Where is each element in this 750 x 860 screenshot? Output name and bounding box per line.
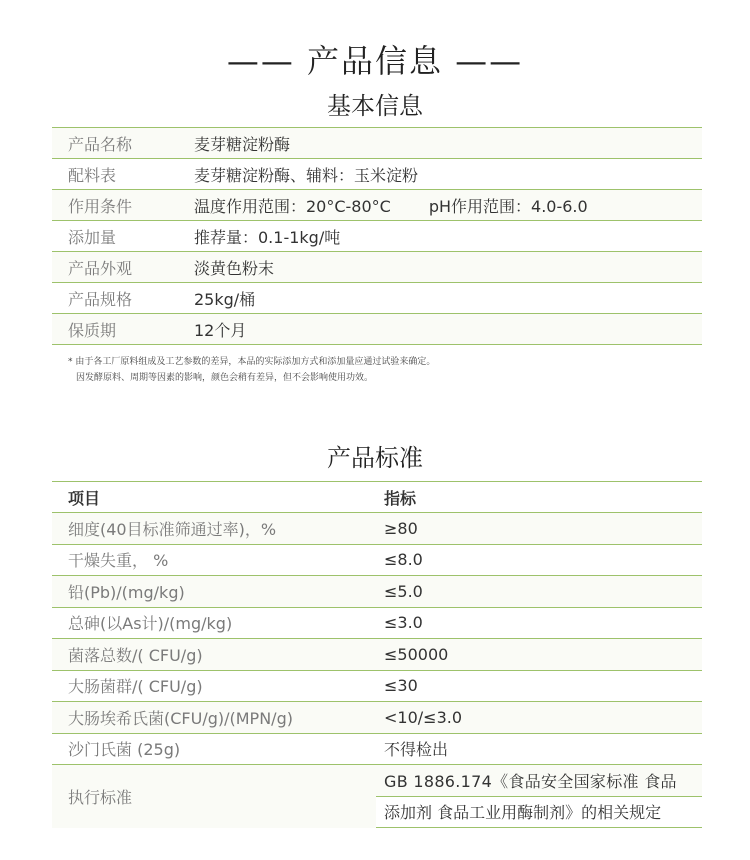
page-title: —— 产品信息 —— [226, 42, 524, 80]
value-cell: 不得检出 [376, 733, 702, 765]
value-cell: <10/≤3.0 [376, 702, 702, 734]
row-label: 产品规格 [52, 283, 194, 314]
row-label: 保质期 [52, 314, 194, 345]
table-row [52, 765, 702, 797]
row-value: 麦芽糖淀粉酶、辅料：玉米淀粉 [194, 159, 702, 190]
row-value: 12个月 [194, 314, 702, 345]
table-row [52, 190, 702, 221]
row-label: 产品名称 [52, 128, 194, 159]
exec-standard-line: 添加剂 食品工业用酶制剂》的相关规定 [376, 796, 702, 828]
item-cell: 总砷(以As计)/(mg/kg) [52, 607, 376, 639]
row-value [194, 190, 702, 221]
item-cell: 菌落总数/( CFU/g) [52, 639, 376, 671]
table-row [52, 670, 702, 702]
value-cell: ≤8.0 [376, 544, 702, 576]
table-row [52, 283, 702, 314]
table-row [52, 314, 702, 345]
table-row [52, 639, 702, 671]
value-cell: ≥80 [376, 513, 702, 545]
row-label: 作用条件 [52, 190, 194, 221]
table-row [52, 221, 702, 252]
basic-info-title: 基本信息 [327, 92, 423, 120]
exec-standard-line: GB 1886.174《食品安全国家标准 食品 [376, 765, 702, 797]
footnote-line: * 由于各工厂原料组成及工艺参数的差异，本品的实际添加方式和添加量应通过试验来确定。 [68, 357, 436, 367]
header-item: 项目 [52, 482, 376, 513]
table-header-row [52, 482, 702, 513]
item-cell: 铅(Pb)/(mg/kg) [52, 576, 376, 608]
basic-info-table [52, 127, 702, 345]
temperature-range: 温度作用范围：20°C-80°C [194, 196, 391, 216]
value-cell: ≤3.0 [376, 607, 702, 639]
item-cell: 细度(40目标准筛通过率)，% [52, 513, 376, 545]
value-cell: ≤50000 [376, 639, 702, 671]
standard-table [52, 481, 702, 828]
exec-standard-label: 执行标准 [52, 765, 376, 828]
item-cell: 沙门氏菌 (25g) [52, 733, 376, 765]
value-cell: ≤30 [376, 670, 702, 702]
footnote [68, 354, 435, 386]
ph-range: pH作用范围：4.0-6.0 [428, 196, 588, 216]
table-row [52, 733, 702, 765]
row-value: 推荐量：0.1-1kg/吨 [194, 221, 702, 252]
value-cell: ≤5.0 [376, 576, 702, 608]
row-value: 麦芽糖淀粉酶 [194, 128, 702, 159]
item-cell: 干燥失重， % [52, 544, 376, 576]
item-cell: 大肠菌群/( CFU/g) [52, 670, 376, 702]
row-value: 25kg/桶 [194, 283, 702, 314]
row-label: 添加量 [52, 221, 194, 252]
table-row [52, 607, 702, 639]
footnote-line: 因发酵原料、周期等因素的影响，颜色会稍有差异，但不会影响使用功效。 [76, 373, 374, 383]
table-row [52, 128, 702, 159]
table-row [52, 513, 702, 545]
table-row [52, 544, 702, 576]
item-cell: 大肠埃希氏菌(CFU/g)/(MPN/g) [52, 702, 376, 734]
standard-title: 产品标准 [327, 444, 423, 472]
table-row [52, 702, 702, 734]
table-row [52, 159, 702, 190]
row-value: 淡黄色粉末 [194, 252, 702, 283]
table-row [52, 576, 702, 608]
row-label: 产品外观 [52, 252, 194, 283]
header-index: 指标 [376, 482, 702, 513]
table-row [52, 252, 702, 283]
row-label: 配料表 [52, 159, 194, 190]
